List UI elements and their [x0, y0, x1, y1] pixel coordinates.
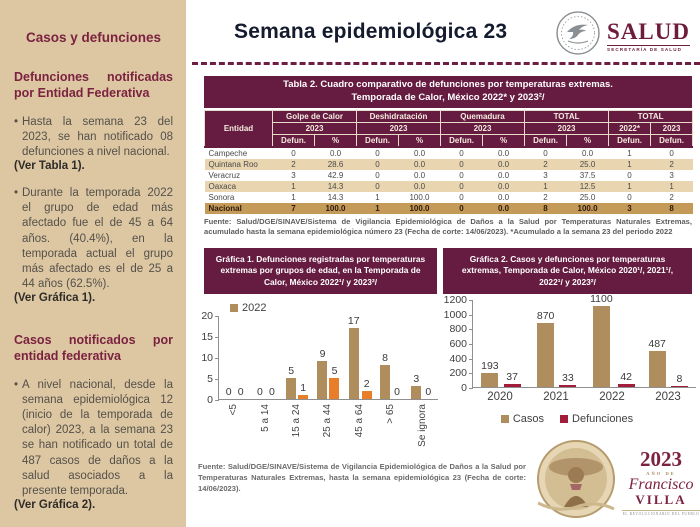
- bar-2023: [298, 395, 308, 399]
- col-group-header: Golpe de Calor: [273, 110, 357, 122]
- value-cell: 3: [609, 203, 651, 214]
- value-cell: 14.3: [315, 181, 357, 192]
- value-cell: 0: [459, 148, 464, 158]
- value-cell: 0: [357, 159, 399, 170]
- y-tick-label: 20: [201, 310, 213, 322]
- value-cell: 8: [651, 203, 693, 214]
- legend-swatch: [560, 415, 568, 423]
- salud-wordmark: SALUD: [607, 18, 690, 44]
- comparative-table: [204, 110, 693, 214]
- bar-value-label: 17: [347, 314, 360, 327]
- legend-swatch: [501, 415, 509, 423]
- y-tick-mark: [215, 400, 219, 401]
- tabla-2-title: Tabla 2. Cuadro comparativo de defunciones por temperaturas extremas. Temporada de Calor, México 2022* y 2023²/: [204, 76, 692, 108]
- y-tick-label: 0: [207, 394, 213, 406]
- bar-value-label: 9: [319, 347, 326, 360]
- value-cell: 42.9: [327, 170, 344, 180]
- value-cell: 3: [543, 170, 548, 180]
- x-tick-label: > 65: [385, 404, 397, 424]
- bar-wrap: [286, 366, 296, 400]
- table-row: [205, 147, 693, 159]
- bar-wrap: [618, 372, 635, 388]
- col-year-header: 2023: [525, 122, 609, 134]
- value-cell: 0: [543, 148, 548, 158]
- bar-group: [407, 374, 438, 400]
- bar-group: [585, 294, 641, 388]
- table-row: [205, 203, 693, 214]
- bar-Defunciones: [671, 386, 688, 387]
- value-cell: 3: [669, 170, 674, 180]
- bar-value-label: 0: [269, 385, 275, 398]
- y-tick-label: 10: [201, 352, 213, 364]
- value-cell: 1: [273, 181, 315, 192]
- entity-cell: Oaxaca: [205, 181, 273, 192]
- legend-label: 2022: [242, 302, 267, 314]
- chart-body: [438, 292, 696, 394]
- francisco-villa-logo: [534, 438, 700, 527]
- bar-value-label: 193: [481, 359, 499, 372]
- grafica-2-title: Gráfica 2. Casos y defunciones por temperaturas extremas, Temporada de Calor, México 2020¹/, 2021¹/, 2022¹/ y 2023²/: [443, 248, 692, 294]
- col-sub-header: %: [483, 134, 525, 147]
- y-tick-label: 600: [449, 338, 467, 350]
- bar-wrap: [423, 387, 433, 400]
- entity-cell: Quintana Roo: [205, 159, 273, 170]
- bar-group: [640, 339, 696, 388]
- value-cell: 0: [459, 192, 464, 202]
- value-cell: 100.0: [409, 192, 430, 202]
- col-group-header: TOTAL: [609, 110, 693, 122]
- bar-wrap: [411, 374, 421, 400]
- sidebar-ref-grafica1: (Ver Gráfica 1).: [14, 292, 96, 305]
- value-cell: 2: [651, 159, 693, 170]
- sidebar: [0, 0, 186, 527]
- value-cell: 12.5: [567, 181, 609, 192]
- bar-groups: [473, 292, 696, 387]
- y-axis: [438, 294, 472, 394]
- col-year-header: 2022*: [609, 122, 651, 134]
- chart-body: [192, 310, 438, 406]
- bar-value-label: 33: [562, 371, 574, 384]
- col-year-header: 2023: [651, 122, 693, 134]
- col-sub-header: %: [399, 134, 441, 147]
- value-cell: 0.0: [483, 181, 525, 192]
- bar-wrap: [224, 387, 234, 400]
- table-row: [205, 170, 693, 181]
- value-cell: 2: [525, 159, 567, 170]
- col-year-header: 2023: [273, 122, 357, 134]
- value-cell: 0: [441, 203, 483, 214]
- bar-2022: [317, 361, 327, 399]
- col-sub-header: Defun.: [357, 134, 399, 147]
- entity-cell: Sonora: [208, 192, 235, 202]
- col-year-header: 2023: [441, 122, 525, 134]
- bar-Casos: [649, 351, 666, 387]
- bar-value-label: 0: [425, 385, 432, 398]
- value-cell: 0: [459, 170, 464, 180]
- y-tick-label: 5: [207, 373, 213, 385]
- plot-area: [218, 316, 438, 400]
- bar-value-label: 37: [506, 370, 518, 383]
- value-cell: 1: [291, 192, 296, 202]
- bar-value-label: 0: [394, 385, 400, 398]
- tabla-2: [204, 76, 692, 238]
- bar-2022: [411, 386, 421, 399]
- value-cell: 0.0: [483, 203, 525, 214]
- value-cell: 37.5: [579, 170, 596, 180]
- sidebar-bullet: • Durante la temporada 2022 el grupo de edad más afectado fue el de 45 a 64 años. (40.4%), en la temporada actual el grupo más afectado es el de 25 a 44 años (62.5%).: [14, 186, 173, 292]
- value-cell: 0.0: [483, 159, 525, 170]
- bar-wrap: [559, 373, 576, 388]
- bar-group: [313, 349, 344, 400]
- y-tick-label: 1200: [443, 294, 467, 306]
- bar-group: [282, 366, 313, 400]
- value-cell: 0.0: [413, 148, 426, 158]
- bar-wrap: [380, 353, 390, 400]
- bar-group: [250, 387, 281, 400]
- col-group-header: Quemadura: [441, 110, 525, 122]
- value-cell: 2: [273, 159, 315, 170]
- bar-value-label: 8: [676, 372, 683, 385]
- bar-2022: [349, 328, 359, 399]
- value-cell: 1: [651, 181, 693, 192]
- bar-value-label: 3: [413, 372, 420, 385]
- bar-value-label: 42: [620, 370, 633, 383]
- value-cell: 0.0: [399, 159, 441, 170]
- x-axis-labels: [218, 400, 438, 460]
- bar-wrap: [362, 379, 372, 400]
- bar-wrap: [392, 387, 402, 400]
- value-cell: 0.0: [581, 148, 594, 158]
- sidebar-ref-grafica2: (Ver Gráfica 2).: [14, 499, 96, 512]
- x-tick-label: 2021: [543, 391, 569, 403]
- x-tick-label: 5 a 14: [259, 404, 271, 432]
- value-cell: 0: [669, 148, 674, 158]
- bar-value-label: 1: [300, 381, 307, 394]
- legend-item: [560, 413, 633, 425]
- bar-group: [473, 361, 529, 388]
- value-cell: 0.0: [399, 181, 441, 192]
- table-row: [205, 159, 693, 170]
- value-cell: 0.0: [413, 170, 426, 180]
- x-tick-label: 15 a 24: [291, 404, 303, 438]
- sidebar-ref-tabla1: (Ver Tabla 1).: [14, 160, 85, 173]
- y-tick-label: 0: [461, 382, 467, 394]
- legend-item: [501, 413, 544, 425]
- sidebar-heading-casos: Casos notificados por entidad federativa: [14, 333, 173, 364]
- value-cell: 14.3: [327, 192, 344, 202]
- chart-legend: [230, 302, 438, 314]
- value-cell: 0: [375, 170, 380, 180]
- bar-2023: [329, 378, 339, 399]
- y-tick-label: 800: [449, 323, 467, 336]
- value-cell: 0: [441, 159, 483, 170]
- bar-value-label: 8: [382, 351, 388, 364]
- value-cell: 1: [627, 148, 632, 158]
- bar-Casos: [481, 373, 498, 387]
- bar-Casos: [593, 306, 610, 387]
- bar-wrap: [671, 374, 688, 388]
- bar-2022: [380, 365, 390, 399]
- villa-name: Francisco: [628, 476, 694, 494]
- bar-value-label: 5: [288, 364, 295, 377]
- bar-value-label: 0: [257, 385, 263, 398]
- bar-wrap: [298, 383, 308, 400]
- value-cell: 0: [357, 181, 399, 192]
- bar-value-label: 870: [536, 309, 555, 322]
- y-tick-label: 400: [449, 352, 467, 365]
- col-sub-header: %: [315, 134, 357, 147]
- bar-group: [529, 311, 585, 388]
- col-sub-header: Defun.: [609, 134, 651, 147]
- value-cell: 0.0: [329, 148, 342, 158]
- value-cell: 0: [291, 148, 296, 158]
- bar-value-label: 2: [363, 377, 370, 390]
- y-tick-label: 200: [449, 367, 467, 380]
- bar-2023: [362, 391, 372, 399]
- col-sub-header: Defun.: [651, 134, 693, 147]
- bar-Defunciones: [504, 384, 521, 387]
- value-cell: 100.0: [399, 203, 441, 214]
- col-sub-header: Defun.: [273, 134, 315, 147]
- value-cell: 100.0: [567, 203, 609, 214]
- x-tick-label: 2023: [655, 391, 681, 403]
- value-cell: 3: [291, 170, 296, 180]
- bar-wrap: [267, 387, 277, 400]
- page-title: Semana epidemiológica 23: [234, 20, 508, 43]
- villa-year: 2023: [640, 447, 682, 472]
- value-cell: 2: [669, 192, 674, 202]
- value-cell: 0: [441, 181, 483, 192]
- y-tick-mark: [469, 388, 473, 389]
- y-tick-label: 1000: [443, 308, 467, 321]
- x-tick-label: 2020: [487, 391, 513, 403]
- value-cell: 100.0: [315, 203, 357, 214]
- value-cell: 0.0: [497, 148, 510, 158]
- bar-2022: [286, 378, 296, 399]
- chart-legend: [438, 413, 696, 425]
- charts-source: Fuente: Salud/DGE/SINAVE/Sistema de Vigilancia Epidemiológica de Daños a la Salud por Temperaturas Naturales Extremas, hasta la semana epidemiológica 23 (Fecha de corte: 14/06/2023).: [198, 462, 526, 493]
- bar-wrap: [236, 387, 246, 400]
- bar-groups: [219, 316, 438, 399]
- value-cell: 8: [525, 203, 567, 214]
- grafica-1-title: Gráfica 1. Defunciones registradas por temperaturas extremas por grupos de edad, en la Temporada de Calor, México 2022¹/ y 2023²/: [204, 248, 437, 294]
- salud-caption: SECRETARÍA DE SALUD: [607, 45, 690, 52]
- legend-swatch: [230, 304, 238, 312]
- bar-wrap: [255, 387, 265, 400]
- legend-item: [230, 302, 266, 314]
- bar-Defunciones: [618, 384, 635, 387]
- bar-Casos: [537, 323, 554, 387]
- entity-cell: Veracruz: [208, 170, 241, 180]
- sidebar-bullet: • Hasta la semana 23 del 2023, se han notificado 08 defunciones a nivel nacional.: [14, 115, 173, 161]
- bar-wrap: [329, 366, 339, 400]
- x-tick-label: Se ignora: [416, 404, 428, 447]
- x-tick-label: <5: [228, 404, 240, 416]
- x-tick-label: 45 a 64: [353, 404, 365, 438]
- col-sub-header: Defun.: [525, 134, 567, 147]
- bar-wrap: [537, 311, 555, 388]
- legend-label: Casos: [512, 413, 545, 425]
- value-cell: 25.0: [579, 192, 596, 202]
- col-sub-header: Defun.: [441, 134, 483, 147]
- bar-value-label: 5: [331, 364, 338, 377]
- bar-wrap: [348, 316, 360, 400]
- value-cell: 0: [375, 148, 380, 158]
- col-group-header: TOTAL: [525, 110, 609, 122]
- value-cell: 0.0: [497, 170, 510, 180]
- villa-surname: VILLA: [635, 492, 687, 508]
- bar-wrap: [504, 372, 521, 388]
- sidebar-heading-defunciones: Defunciones notificadas por Entidad Federativa: [14, 70, 173, 101]
- salud-logo: [555, 10, 690, 61]
- villa-anno: AÑO DE: [646, 471, 676, 477]
- bar-wrap: [590, 294, 613, 388]
- sidebar-title: Casos y defunciones: [25, 30, 162, 45]
- col-group-header: Deshidratación: [357, 110, 441, 122]
- value-cell: 0: [627, 170, 632, 180]
- bar-wrap: [481, 361, 499, 388]
- villa-portrait-icon: [534, 437, 618, 527]
- x-tick-label: 2022: [599, 391, 625, 403]
- value-cell: 2: [543, 192, 548, 202]
- bar-group: [344, 316, 375, 400]
- col-header-entidad: Entidad: [205, 110, 273, 147]
- bar-value-label: 0: [225, 385, 232, 398]
- col-sub-header: %: [567, 134, 609, 147]
- bar-Defunciones: [559, 385, 576, 387]
- legend-label: Defunciones: [572, 413, 634, 425]
- value-cell: 1: [357, 203, 399, 214]
- villa-slogan: EL REVOLUCIONARIO DEL PUEBLO: [622, 511, 700, 516]
- entity-cell: Nacional: [205, 203, 273, 214]
- bar-group: [219, 387, 250, 400]
- value-cell: 0: [627, 192, 632, 202]
- value-cell: 1: [525, 181, 567, 192]
- dashed-divider: [192, 62, 700, 65]
- bar-group: [375, 353, 406, 400]
- value-cell: 1: [609, 181, 651, 192]
- tabla-2-source: Fuente: Salud/DGE/SINAVE/Sistema de Vigilancia Epidemiológica de Daños a la Salud por Temperaturas Naturales Extremas, acumulado hasta la semana epidemiológica número 23 (Fecha de corte: 14/06/2023). *Acumulado a la semana 23 del periodo 2022: [204, 216, 692, 237]
- entity-cell: Campeche: [208, 148, 248, 158]
- bar-wrap: [317, 349, 327, 400]
- x-tick-label: 25 a 44: [322, 404, 334, 438]
- table-row: [205, 192, 693, 203]
- value-cell: 1: [609, 159, 651, 170]
- y-tick-label: 15: [201, 331, 213, 343]
- bar-value-label: 0: [237, 385, 244, 398]
- eagle-seal-icon: [555, 10, 601, 61]
- value-cell: 0.0: [497, 192, 510, 202]
- plot-area: [472, 292, 696, 388]
- bar-value-label: 487: [648, 337, 666, 350]
- x-axis-labels: [472, 388, 696, 406]
- col-year-header: 2023: [357, 122, 441, 134]
- sidebar-bullet: • A nivel nacional, desde la semana epidemiológica 12 (inicio de la temporada de calor) 2023, a la semana 23 se han notificado un total de 487 casos de daños a la salud asociados a la presente temporada.: [14, 378, 173, 499]
- grafica-1-bar-chart: [192, 302, 438, 464]
- value-cell: 7: [273, 203, 315, 214]
- value-cell: 25.0: [567, 159, 609, 170]
- bar-value-label: 1100: [590, 292, 613, 305]
- value-cell: 1: [375, 192, 380, 202]
- value-cell: 28.6: [315, 159, 357, 170]
- bar-wrap: [648, 339, 666, 388]
- table-row: [205, 181, 693, 192]
